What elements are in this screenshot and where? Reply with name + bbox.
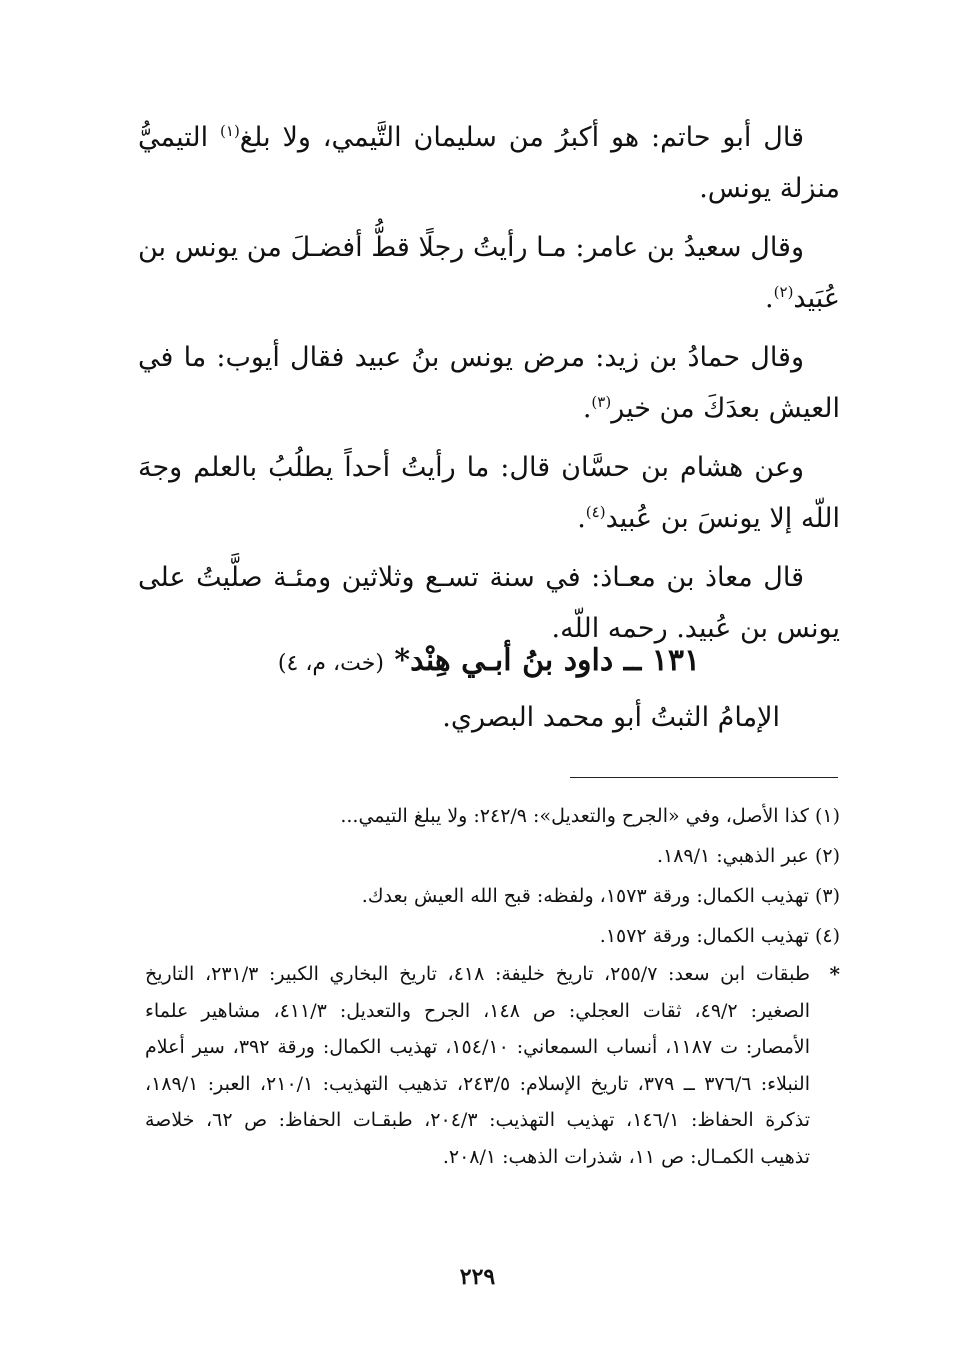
sources-note [145, 956, 840, 1175]
entry-heading [138, 638, 840, 687]
paragraph-3 [138, 332, 840, 434]
main-text [138, 112, 840, 662]
footnote-divider [570, 777, 838, 778]
footnote-1: (١) كذا الأصل، وفي «الجرح والتعديل»: ٢٤٢/٩: ولا يبلغ التيمي... [340, 805, 840, 827]
footnote-ref-3: (٣) [591, 393, 612, 411]
footnote-2: (٢) عبر الذهبي: ١٨٩/١. [656, 845, 840, 867]
paragraph-4-text: وعن هشام بن حسَّان قال: ما رأيتُ أحداً يطلُبُ بالعلم وجهَ اللّه إلا يونسَ بن عُبيد [138, 452, 840, 534]
paragraph-2 [138, 222, 840, 324]
entry-number: ١٣١ [651, 643, 701, 678]
footnote-ref-1: (١) [220, 122, 240, 140]
paragraph-5: قال معاذ بن معـاذ: في سنة تسـع وثلاثين ومئـة صلَّيتُ على يونس بن عُبيد. رحمه اللّه. [138, 562, 840, 644]
entry-star: * [394, 643, 411, 678]
paragraph-3-tail: . [582, 393, 592, 424]
entry-codes: (خت، م، ٤) [277, 651, 384, 676]
paragraph-3-text: وقال حمادُ بن زيد: مرض يونس بنُ عبيد فقال أيوب: ما في العيش بعدَكَ من خير [138, 342, 840, 424]
footnote-4: (٤) تهذيب الكمال: ورقة ١٥٧٢. [599, 925, 840, 947]
paragraph-1-text: قال أبو حاتم: هو أكبرُ من سليمان التَّيمي، ولا بلغ [239, 122, 804, 153]
footnote-ref-4: (٤) [585, 503, 606, 521]
footnote-ref-2: (٢) [773, 283, 794, 301]
footnotes [145, 796, 840, 956]
paragraph-1-tail: التيميُّ منزلة يونس. [138, 122, 840, 204]
sources-marker: * [829, 962, 840, 986]
entry-subtitle: الإمامُ الثبتُ أبو محمد البصري. [442, 702, 780, 733]
footnote-3: (٣) تهذيب الكمال: ورقة ١٥٧٣، ولفظه: قبح الله العيش بعدك. [361, 885, 840, 907]
sources-text: طبقات ابن سعد: ٢٥٥/٧، تاريخ خليفة: ٤١٨، تاريخ البخاري الكبير: ٢٣١/٣، التاريخ الصغير: ٤٩/٢، ثقات العجلي: ص ١٤٨، الجرح والتعديل: ٤١١/٣، مشاهير علماء الأمصار: ت ١١٨٧، أنساب السمعاني: ١٥٤/١٠، تهذيب الكمال: ورقة ٣٩٢، سير أعلام النبلاء: ٣٧٦/٦ ــ ٣٧٩، تاريخ الإسلام: ٢٤٣/٥، تذهيب التهذيب: ٢١٠/١، العبر: ١٨٩/١، تذكرة الحفاظ: ١٤٦/١، تهذيب التهذيب: ٢٠٤/٣، طبقـات الحفاظ: ص ٦٢، خلاصة تذهيب الكمـال: ص ١١، شذرات الذهب: ٢٠٨/١. [145, 963, 811, 1168]
paragraph-2-tail: . [765, 283, 774, 314]
paragraph-4 [138, 442, 840, 544]
paragraph-2-text: وقال سعيدُ بن عامر: مـا رأيتُ رجلًا قطُّ أفضـلَ من يونس بن عُبَيد [138, 232, 840, 314]
page-number: ٢٢٩ [459, 1264, 496, 1290]
paragraph-4-tail: . [577, 503, 586, 534]
entry-name: داود بنُ أبـي هِنْد [410, 643, 614, 678]
entry-dash: ــ [623, 643, 642, 678]
paragraph-1 [138, 112, 840, 214]
